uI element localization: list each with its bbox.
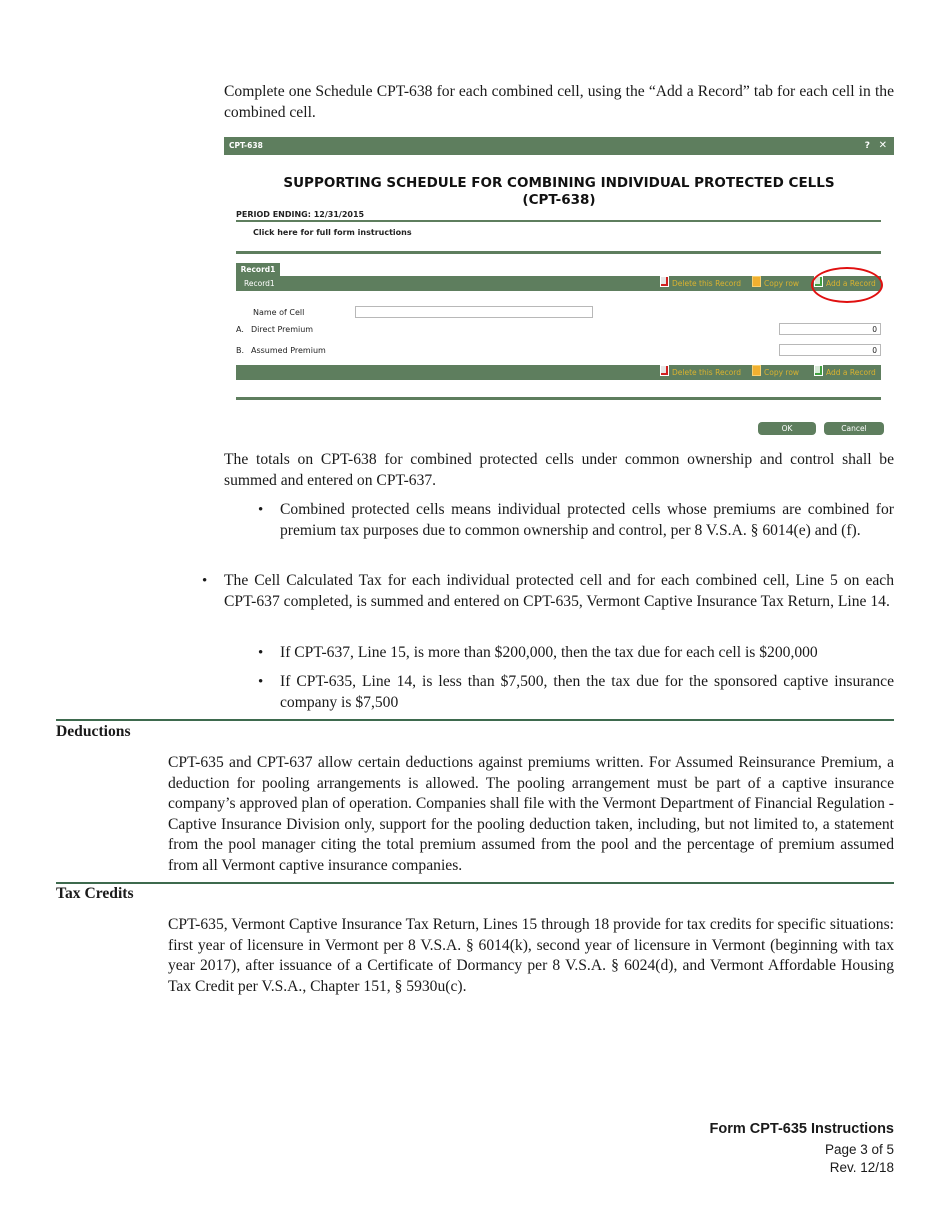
cancel-button[interactable]: Cancel — [824, 422, 884, 435]
tax-credits-heading: Tax Credits — [56, 885, 134, 902]
add-record-button[interactable]: Add a Record — [814, 365, 876, 380]
bullet-marker: • — [258, 502, 264, 518]
window-title: CPT-638 — [229, 141, 263, 150]
copy-icon — [752, 276, 761, 287]
close-icon[interactable]: ✕ — [878, 140, 887, 151]
add-icon — [814, 365, 823, 376]
record-bar-label: Record1 — [244, 279, 275, 288]
row-a-letter: A. — [236, 325, 244, 334]
delete-icon — [660, 276, 669, 287]
totals-paragraph: The totals on CPT-638 for combined protected cells under common ownership and control shall be summed and entered on CPT-637. — [224, 451, 894, 489]
help-icon[interactable]: ? — [864, 141, 870, 151]
footer-form-title: Form CPT-635 Instructions — [709, 1121, 894, 1137]
copy-icon — [752, 365, 761, 376]
bullet-combined-cells: Combined protected cells means individual protected cells whose premiums are combined for premium tax purposes due to common ownership and control, per 8 V.S.A. § 6014(e) and (f). — [280, 501, 894, 539]
bullet-marker: • — [258, 645, 264, 661]
deductions-heading: Deductions — [56, 723, 131, 740]
direct-premium-label: Direct Premium — [251, 325, 314, 334]
form-screenshot — [224, 137, 894, 439]
section-divider — [56, 719, 894, 721]
footer-page-number: Page 3 of 5 — [824, 1142, 894, 1157]
name-of-cell-label: Name of Cell — [253, 308, 305, 317]
bullet-line15-cap: If CPT-637, Line 15, is more than $200,000, then the tax due for each cell is $200,000 — [280, 644, 818, 661]
highlight-circle — [811, 267, 883, 303]
record-toolbar-bottom — [236, 365, 881, 380]
assumed-premium-label: Assumed Premium — [251, 346, 326, 355]
assumed-premium-input[interactable]: 0 — [779, 344, 881, 356]
name-of-cell-input[interactable] — [355, 306, 593, 318]
record-toolbar — [236, 276, 881, 291]
bullet-cell-calculated-tax: The Cell Calculated Tax for each individual protected cell and for each combined cell, Line 5 on each CPT-637 completed, is summed and entered on CPT-635, Vermont Captive Insurance Tax Return, Line 14. — [224, 572, 894, 610]
tax-credits-body: CPT-635, Vermont Captive Insurance Tax Return, Lines 15 through 18 provide for tax credits for specific situations: first year of licensure in Vermont per 8 V.S.A. § 6014(k), second year of licensure in Vermont (beginning with tax year 2017), after issuance of a Certificate of Dormancy per 8 V.S.A. § 6024(d), and Vermont Affordable Housing Tax Credit per V.S.A., Chapter 151, § 5930u(c). — [168, 916, 894, 995]
divider — [236, 397, 881, 400]
divider — [236, 251, 881, 254]
section-divider — [56, 882, 894, 884]
copy-row-button[interactable]: Copy row — [752, 365, 799, 380]
direct-premium-input[interactable]: 0 — [779, 323, 881, 335]
tab-record1[interactable]: Record1 — [236, 263, 280, 276]
footer-revision: Rev. 12/18 — [829, 1160, 894, 1175]
instructions-link[interactable]: Click here for full form instructions — [253, 228, 412, 237]
deductions-body: CPT-635 and CPT-637 allow certain deductions against premiums written. For Assumed Reinsurance Premium, a deduction for pooling arrangements is allowed. The pooling arrangement must be part of a captive insurance company’s approved plan of operation. Companies shall file with the Vermont Department of Financial Regulation - Captive Insurance Division only, support for the pooling deduction taken, including, but not limited to, a statement from the pool manager citing the total premium assumed from the pool and the percentage of premium assumed from all Vermont captive insurance companies. — [168, 754, 894, 874]
window-titlebar — [224, 137, 894, 155]
bullet-line14-minimum: If CPT-635, Line 14, is less than $7,500, then the tax due for the sponsored captive insurance company is $7,500 — [280, 673, 894, 711]
copy-row-button[interactable]: Copy row — [752, 276, 799, 291]
form-heading-code: (CPT-638) — [522, 192, 596, 208]
add-record-button[interactable]: Add a Record — [814, 276, 876, 291]
delete-icon — [660, 365, 669, 376]
bullet-marker: • — [258, 674, 264, 690]
ok-button[interactable]: OK — [758, 422, 816, 435]
divider — [236, 220, 881, 222]
intro-paragraph: Complete one Schedule CPT-638 for each combined cell, using the “Add a Record” tab for each cell in the combined cell. — [224, 83, 894, 121]
delete-record-button[interactable]: Delete this Record — [660, 276, 741, 291]
bullet-marker: • — [202, 573, 208, 589]
row-b-letter: B. — [236, 346, 245, 355]
period-ending: PERIOD ENDING: 12/31/2015 — [236, 210, 365, 219]
form-heading: SUPPORTING SCHEDULE FOR COMBINING INDIVIDUAL PROTECTED CELLS — [283, 175, 835, 191]
delete-record-button[interactable]: Delete this Record — [660, 365, 741, 380]
